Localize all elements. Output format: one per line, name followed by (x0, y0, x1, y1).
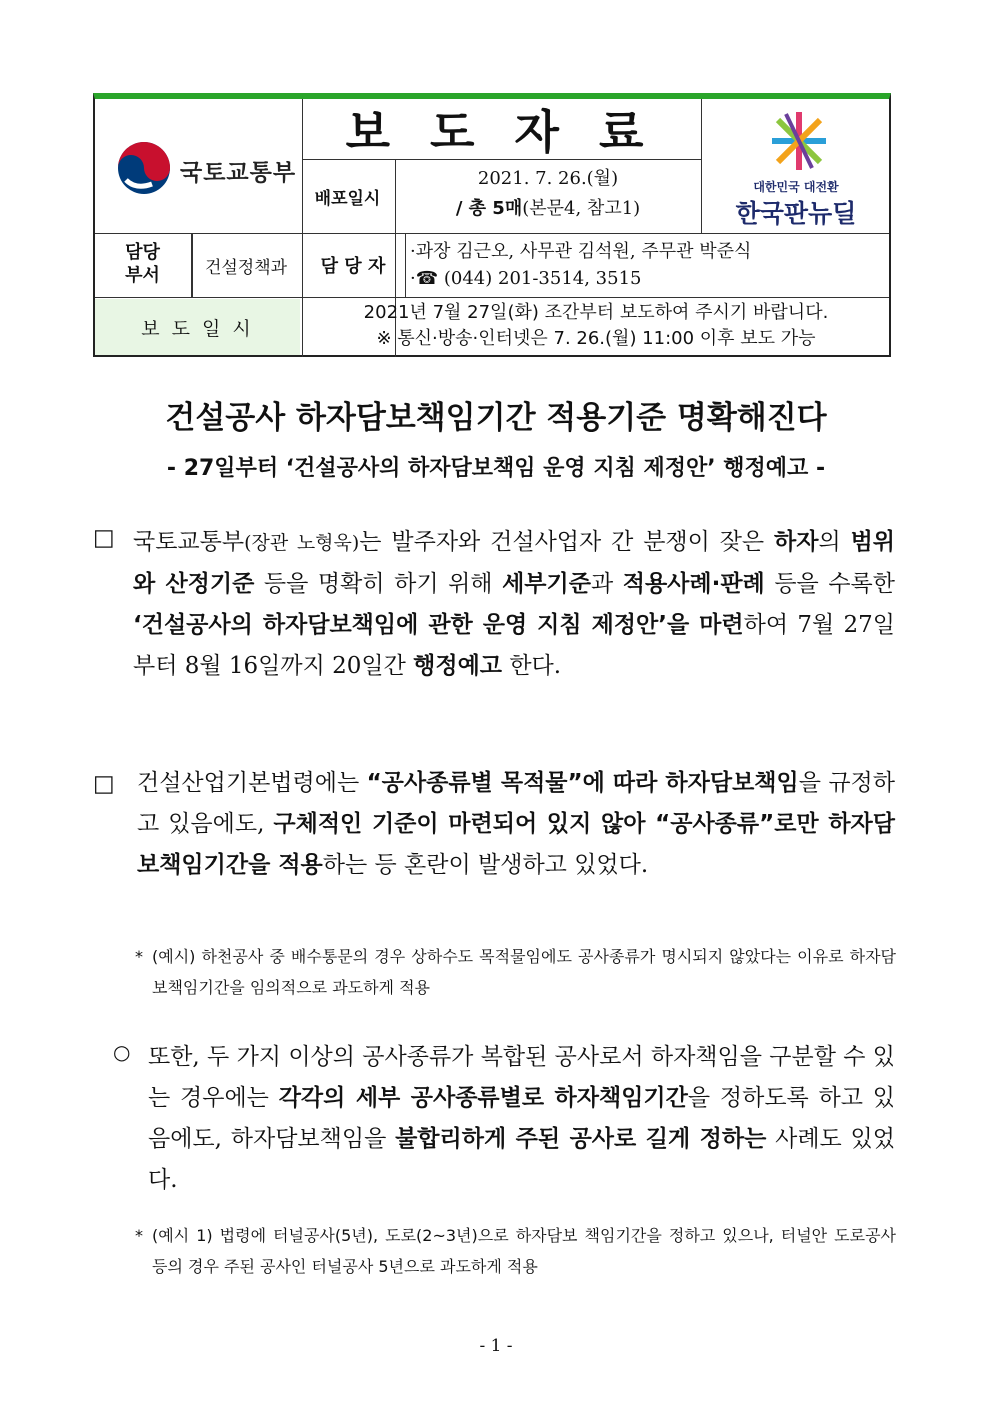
brand-tagline: 대한민국 대전환 (753, 180, 839, 194)
text-run: 건설산업기본법령에는 (137, 770, 367, 796)
paragraph-2-marker: □ (93, 771, 115, 797)
dept-label-line1: 담당 (125, 242, 160, 263)
ministry-name: 국토교통부 (180, 160, 297, 186)
note-2: (예시 1) 법령에 터널공사(5년), 도로(2~3년)으로 하자담보 책임기간을 정하고 있으나, 터널안 도로공사 등의 경우 주된 공사인 터널공사 5년으로 과도하게 적용 (152, 1226, 896, 1276)
paragraph-1-marker: □ (93, 525, 115, 551)
dept-label-line2: 부서 (125, 265, 160, 286)
text-run: 구체적인 기준이 마련되어 있지 않아 “공사종류”로만 하자담보책임기간을 적용 (137, 811, 895, 878)
contact-people: ·과장 김근오, 사무관 김석원, 주무관 박준식 (410, 241, 752, 262)
text-run: 범위와 산정기준 (133, 529, 895, 597)
text-run: 불합리하게 주된 공사로 길게 정하는 (395, 1126, 767, 1152)
text-run: 하여 7월 27일부터 8월 16일까지 20일간 (133, 612, 895, 679)
paragraph-1 (133, 522, 895, 687)
new-deal-symbol-icon (764, 108, 834, 174)
text-run: 의 (818, 529, 851, 555)
text-run: 는 발주자와 건설사업자 간 분쟁이 잦은 (359, 529, 775, 555)
text-run: 또한, 두 가지 이상의 공사종류가 복합된 공사로서 하자책임을 구분할 수 있는 경우에는 (148, 1044, 895, 1111)
text-run: 국토교통부 (133, 529, 245, 555)
text-run: ‘건설공사의 하자담보책임에 관한 운영 지침 제정안’을 마련 (133, 612, 744, 638)
page-count-prefix: / 총 5매 (455, 198, 523, 219)
dept-label (95, 232, 190, 296)
text-run: 을 규정하고 있음에도, (137, 770, 895, 837)
text-run: 사례도 있었다. (148, 1126, 895, 1193)
ministry-logo (112, 140, 298, 200)
page-number: - 1 - (479, 1336, 513, 1356)
paragraph-3-marker: ○ (113, 1040, 131, 1064)
text-run: 을 정하도록 하고 있음에도, 하자담보책임을 (148, 1085, 895, 1152)
text-run: 과 (590, 571, 623, 597)
release-date-label: 배포일시 (314, 189, 381, 209)
text-run: 세부기준 (502, 571, 591, 597)
note-1-marker: * (135, 947, 143, 966)
brand-name: 한국판뉴딜 (735, 199, 857, 228)
contact-info (410, 238, 888, 292)
headline-title: 건설공사 하자담보책임기간 적용기준 명확해진다 (165, 400, 827, 436)
embargo-line1: 2021년 7월 27일(화) 조간부터 보도하여 주시기 바랍니다. (363, 302, 829, 323)
text-run: 행정예고 (413, 653, 503, 679)
text-run: 등을 수록한 (764, 571, 895, 597)
dept-value: 건설정책과 (204, 257, 288, 278)
contact-phone: ·☎ (044) 201-3514, 3515 (410, 268, 642, 289)
text-run: 적용사례·판례 (622, 571, 765, 597)
note-2-marker: * (135, 1226, 143, 1245)
text-run: 각각의 세부 공사종류별로 하자책임기간 (278, 1085, 688, 1111)
text-run: 하는 등 혼란이 발생하고 있었다. (322, 852, 649, 878)
text-run: “공사종류별 목적물”에 따라 하자담보책임 (366, 770, 799, 796)
release-date-value (396, 164, 700, 230)
text-run: 한다. (502, 653, 562, 679)
press-release-title: 보 도 자 료 (345, 105, 656, 159)
page-count (396, 194, 700, 224)
embargo-label: 보 도 일 시 (95, 299, 300, 355)
paragraph-3 (148, 1037, 895, 1201)
release-date: 2021. 7. 26.(월) (477, 168, 619, 189)
contact-label: 담 당 자 (320, 256, 386, 277)
headline-subtitle: - 27일부터 ‘건설공사의 하자담보책임 운영 지침 제정안’ 행정예고 - (166, 456, 826, 481)
embargo-info (302, 300, 890, 352)
note-1: (예시) 하천공사 중 배수통문의 경우 상하수도 목적물임에도 공사종류가 명시되지 않았다는 이유로 하자담보책임기간을 임의적으로 과도하게 적용 (152, 947, 896, 997)
paragraph-2 (137, 763, 895, 886)
page-count-detail: (본문4, 참고1) (522, 198, 641, 219)
embargo-line2: ※ 통신·방송·인터넷은 7. 26.(월) 11:00 이후 보도 가능 (376, 328, 816, 349)
text-run: 하자 (774, 529, 819, 555)
taegeuk-emblem-icon (116, 140, 172, 196)
korean-new-deal-logo (702, 102, 890, 230)
text-run: (장관 노형욱) (244, 532, 360, 554)
text-run: 등을 명확히 하기 위해 (254, 571, 503, 597)
